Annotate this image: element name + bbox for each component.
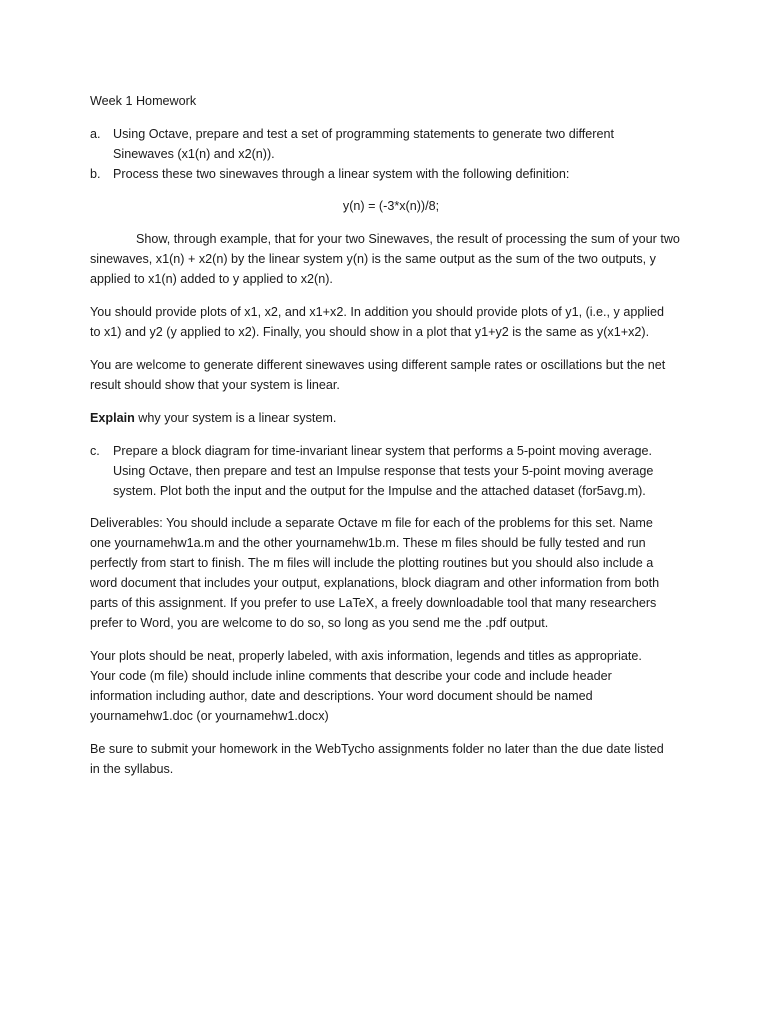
formula: y(n) = (-3*x(n))/8; xyxy=(342,199,440,213)
list-marker-c: c. xyxy=(90,444,100,458)
text-line: perfectly from start to finish. The m files will include the plotting routines but you should also include a xyxy=(90,556,654,570)
list-item-b xyxy=(90,164,682,184)
list-text-b xyxy=(113,164,682,184)
text-line: Using Octave, then prepare and test an Impulse response that tests your 5-point moving average xyxy=(113,464,654,478)
text-line: Show, through example, that for your two Sinewaves, the result of processing the sum of your xyxy=(136,232,661,246)
explain-paragraph xyxy=(90,408,682,428)
text-line: two sinewaves, x1(n) + x2(n) by the linear system y(n) is the same output as the sum of the two outputs, xyxy=(90,232,680,266)
explain-rest: why your system is a linear system. xyxy=(134,411,337,425)
list-marker-a: a. xyxy=(90,127,101,141)
text-line: system. Plot both the input and the output for the Impulse and the attached dataset (for5avg.m). xyxy=(113,484,646,498)
text-line: one yournamehw1a.m and the other yournamehw1b.m. These m files should be fully tested and run xyxy=(90,536,646,550)
text-line: parts of this assignment. If you prefer to use LaTeX, a freely downloadable tool that many researchers xyxy=(90,596,657,610)
explain-bold-word: Explain xyxy=(90,411,135,425)
text-line: prefer to Word, you are welcome to do so, so long as you send me the .pdf output. xyxy=(90,616,549,630)
document-title: Week 1 Homework xyxy=(90,94,197,108)
text-line: Be sure to submit your homework in the WebTycho assignments folder no later than the due date listed xyxy=(90,742,664,756)
list-marker-b: b. xyxy=(90,167,101,181)
text-line: You are welcome to generate different sinewaves using different sample rates or oscillations but the net xyxy=(90,358,666,372)
text-line: in the syllabus. xyxy=(90,762,174,776)
text-line: word document that includes your output, explanations, block diagram and other information from both xyxy=(90,576,660,590)
text-line: y applied to x1(n) added to y applied to x2(n). xyxy=(90,252,656,286)
list-item-c xyxy=(90,441,682,501)
text-line: Your plots should be neat, properly labeled, with axis information, legends and titles as appropriate. xyxy=(90,649,642,663)
text-line: to x1) and y2 (y applied to x2). Finally, you should show in a plot that y1+y2 is the same as y(x1+x2). xyxy=(90,325,650,339)
deliverables-paragraph xyxy=(90,513,682,633)
document-page xyxy=(90,91,682,792)
text-line: yournamehw1.doc (or yournamehw1.docx) xyxy=(90,709,329,723)
list-text-a xyxy=(113,124,682,164)
list-item-a xyxy=(90,124,682,164)
text-line: Sinewaves (x1(n) and x2(n)). xyxy=(113,147,275,161)
list-text-c xyxy=(113,441,682,501)
text-line: Using Octave, prepare and test a set of programming statements to generate two different xyxy=(113,127,614,141)
text-line: Process these two sinewaves through a linear system with the following definition: xyxy=(113,167,570,181)
text-line: Deliverables: You should include a separate Octave m file for each of the problems for this set. Name xyxy=(90,516,653,530)
text-line: result should show that your system is linear. xyxy=(90,378,340,392)
plots-neat-paragraph xyxy=(90,646,682,726)
plots-paragraph xyxy=(90,302,682,342)
welcome-paragraph xyxy=(90,355,682,395)
text-line: You should provide plots of x1, x2, and x1+x2. In addition you should provide plots of y1, (i.e., y applied xyxy=(90,305,664,319)
text-line: Prepare a block diagram for time-invariant linear system that performs a 5-point moving average. xyxy=(113,444,652,458)
text-line: information including author, date and descriptions. Your word document should be named xyxy=(90,689,593,703)
submit-paragraph xyxy=(90,739,682,779)
text-line: Your code (m file) should include inline comments that describe your code and include header xyxy=(90,669,612,683)
show-paragraph xyxy=(90,229,682,289)
